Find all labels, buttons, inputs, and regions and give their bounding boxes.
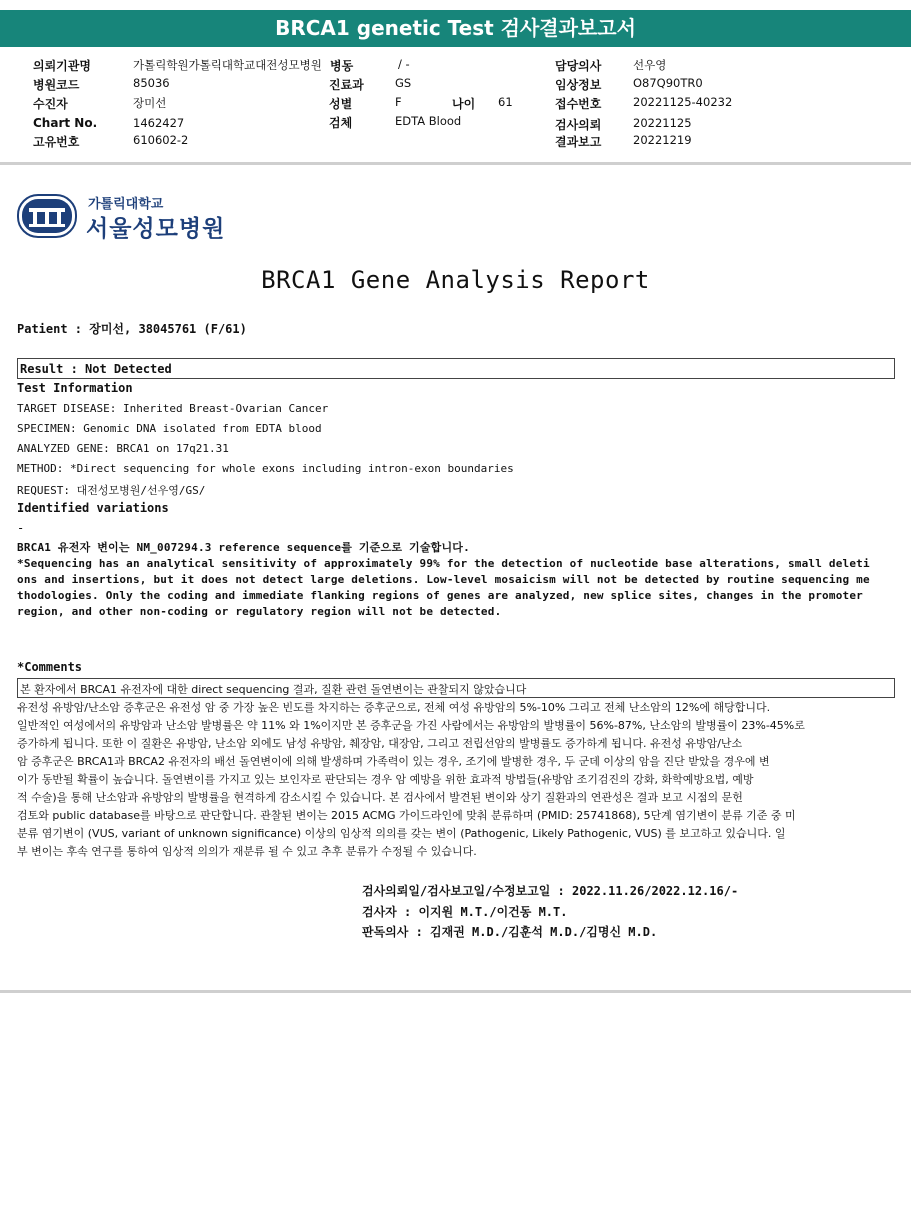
ward-label: 병동 [330,59,354,73]
testers-line: 검사자 : 이지원 M.T./이건동 M.T. [362,905,568,919]
comment-line: 분류 염기변이 (VUS, variant of unknown significance) 이상의 임상적 의의를 갖는 변이 (Pathogenic, Likely Pathogenic, VUS) 를 보고하고 있습니다. 일 [17,827,786,840]
sex-label: 성별 [329,97,353,111]
test-information-heading: Test Information [17,381,133,395]
note-line: region, and other non-coding or regulatory region will not be detected. [17,605,502,618]
sex-value: F [395,95,402,109]
request-date-value: 20221125 [633,116,692,130]
comment-line: 검토와 public database를 바탕으로 판단합니다. 관찰된 변이는 2015 ACMG 가이드라인에 맞춰 분류하며 (PMID: 25741868), 5단계 염기변이 분류 기준 중 미 [17,809,796,822]
analyzed-gene: ANALYZED GENE: BRCA1 on 17q21.31 [17,442,229,455]
comment-line: 증가하게 됩니다. 또한 이 질환은 유방암, 난소암 외에도 남성 유방암, 췌장암, 대장암, 그리고 전립선암의 발병률도 증가하게 됩니다. 유전성 유방암/난소 [17,737,743,750]
comment-line: 부 변이는 후속 연구를 통하여 임상적 의의가 재분류 될 수 있고 추후 분류가 수정될 수 있습니다. [17,845,477,858]
target-disease: TARGET DISEASE: Inherited Breast-Ovarian Cancer [17,402,329,415]
pathologists-line: 판독의사 : 김재권 M.D./김훈석 M.D./김명신 M.D. [362,925,658,939]
comment-line: 이가 동반될 확률이 높습니다. 돌연변이를 가지고 있는 보인자로 판단되는 경우 암 예방을 위한 효과적 방법들(유방암 조기검진의 강화, 화학예방요법, 예방 [17,773,754,786]
method-info: METHOD: *Direct sequencing for whole exons including intron-exon boundaries [17,462,514,475]
chart-no-label: Chart No. [33,116,98,130]
referring-institution-value: 가톨릭학원가톨릭대학교대전성모병원 [133,58,322,72]
accession-no-value: 20221125-40232 [633,95,733,109]
footer-divider [0,990,911,993]
specimen-info: SPECIMEN: Genomic DNA isolated from EDTA blood [17,422,322,435]
note-line: ons and insertions, but it does not detect large deletions. Low-level mosaicism will not be detected by routine sequencing me [17,573,870,586]
request-date-label: 검사의뢰 [555,118,602,132]
accession-no-label: 접수번호 [555,97,602,111]
specimen-label: 검체 [329,116,353,130]
chart-no-value: 1462427 [133,116,185,130]
comment-line: 암 증후군은 BRCA1과 BRCA2 유전자의 배선 돌연변이에 의해 발생하며 가족력이 있는 경우, 조기에 발병한 경우, 두 군데 이상의 암을 진단 받았을 경우에 변 [17,755,770,768]
request-info: REQUEST: 대전성모병원/선우영/GS/ [17,484,206,497]
department-value: GS [395,76,412,90]
specimen-value: EDTA Blood [395,114,462,128]
comment-box [17,678,895,698]
note-line: BRCA1 유전자 변이는 NM_007294.3 reference sequence를 기준으로 기술합니다. [17,541,470,554]
comment-line: 일반적인 여성에서의 유방암과 난소암 발병률은 약 11% 와 1%이지만 본 증후군을 가진 사람에서는 유방암의 발병률이 56%-87%, 난소암의 발병률이 23%-45%로 [17,719,805,732]
result-text: Result : Not Detected [20,362,172,376]
ward-value: / - [398,57,410,71]
age-value: 61 [498,95,513,109]
logo-hospital-name: 서울성모병원 [86,216,226,242]
header-divider [0,162,911,165]
hospital-code-label: 병원코드 [33,78,80,92]
report-date-value: 20221219 [633,133,692,147]
identified-variations-value: - [17,521,25,535]
age-label: 나이 [452,97,476,111]
department-label: 진료과 [329,78,364,92]
sequencing-note [17,540,895,620]
document-title: BRCA1 genetic Test 검사결과보고서 [275,16,636,40]
report-date-label: 결과보고 [555,135,602,149]
patient-name-value: 장미선 [133,96,167,110]
comments-heading: *Comments [17,660,83,674]
clinical-info-value: O87Q90TR0 [633,76,703,90]
report-heading: BRCA1 Gene Analysis Report [261,266,650,294]
note-line: thodologies. Only the coding and immediate flanking regions of genes are analyzed, new splice sites, changes in the promoter [17,589,863,602]
referring-institution-label: 의뢰기관명 [33,59,91,73]
unique-id-value: 610602-2 [133,133,189,147]
comment-line: 유전성 유방암/난소암 증후군은 유전성 암 중 가장 높은 빈도를 차지하는 증후군으로, 전체 여성 유방암의 5%-10% 그리고 전체 난소암의 12%에 해당합니다. [17,701,771,714]
hospital-code-value: 85036 [133,76,170,90]
comment-line: 적 수술)을 통해 난소암과 유방암의 발병률을 현격하게 감소시킬 수 있습니다. 본 검사에서 발견된 변이와 상기 질환과의 연관성은 결과 보고 시점의 문헌 [17,791,743,804]
clinical-info-label: 임상정보 [555,78,602,92]
report-title-bar [0,10,911,47]
patient-name-label: 수진자 [33,97,68,111]
hospital-logo-icon [17,194,77,238]
comment-paragraph [17,699,895,861]
logo-university-name: 가톨릭대학교 [88,197,164,212]
unique-id-label: 고유번호 [33,135,80,149]
report-dates: 검사의뢰일/검사보고일/수정보고일 : 2022.11.26/2022.12.16/- [362,884,739,898]
note-line: *Sequencing has an analytical sensitivity of approximately 99% for the detection of nucleotide base alterations, small deleti [17,557,870,570]
patient-line: Patient : 장미선, 38045761 (F/61) [17,322,247,336]
physician-label: 담당의사 [555,59,602,73]
identified-variations-heading: Identified variations [17,501,169,515]
result-box [17,358,895,379]
comment-box-text: 본 환자에서 BRCA1 유전자에 대한 direct sequencing 결과, 질환 관련 돌연변이는 관찰되지 않았습니다 [20,683,527,696]
physician-value: 선우영 [633,58,667,72]
